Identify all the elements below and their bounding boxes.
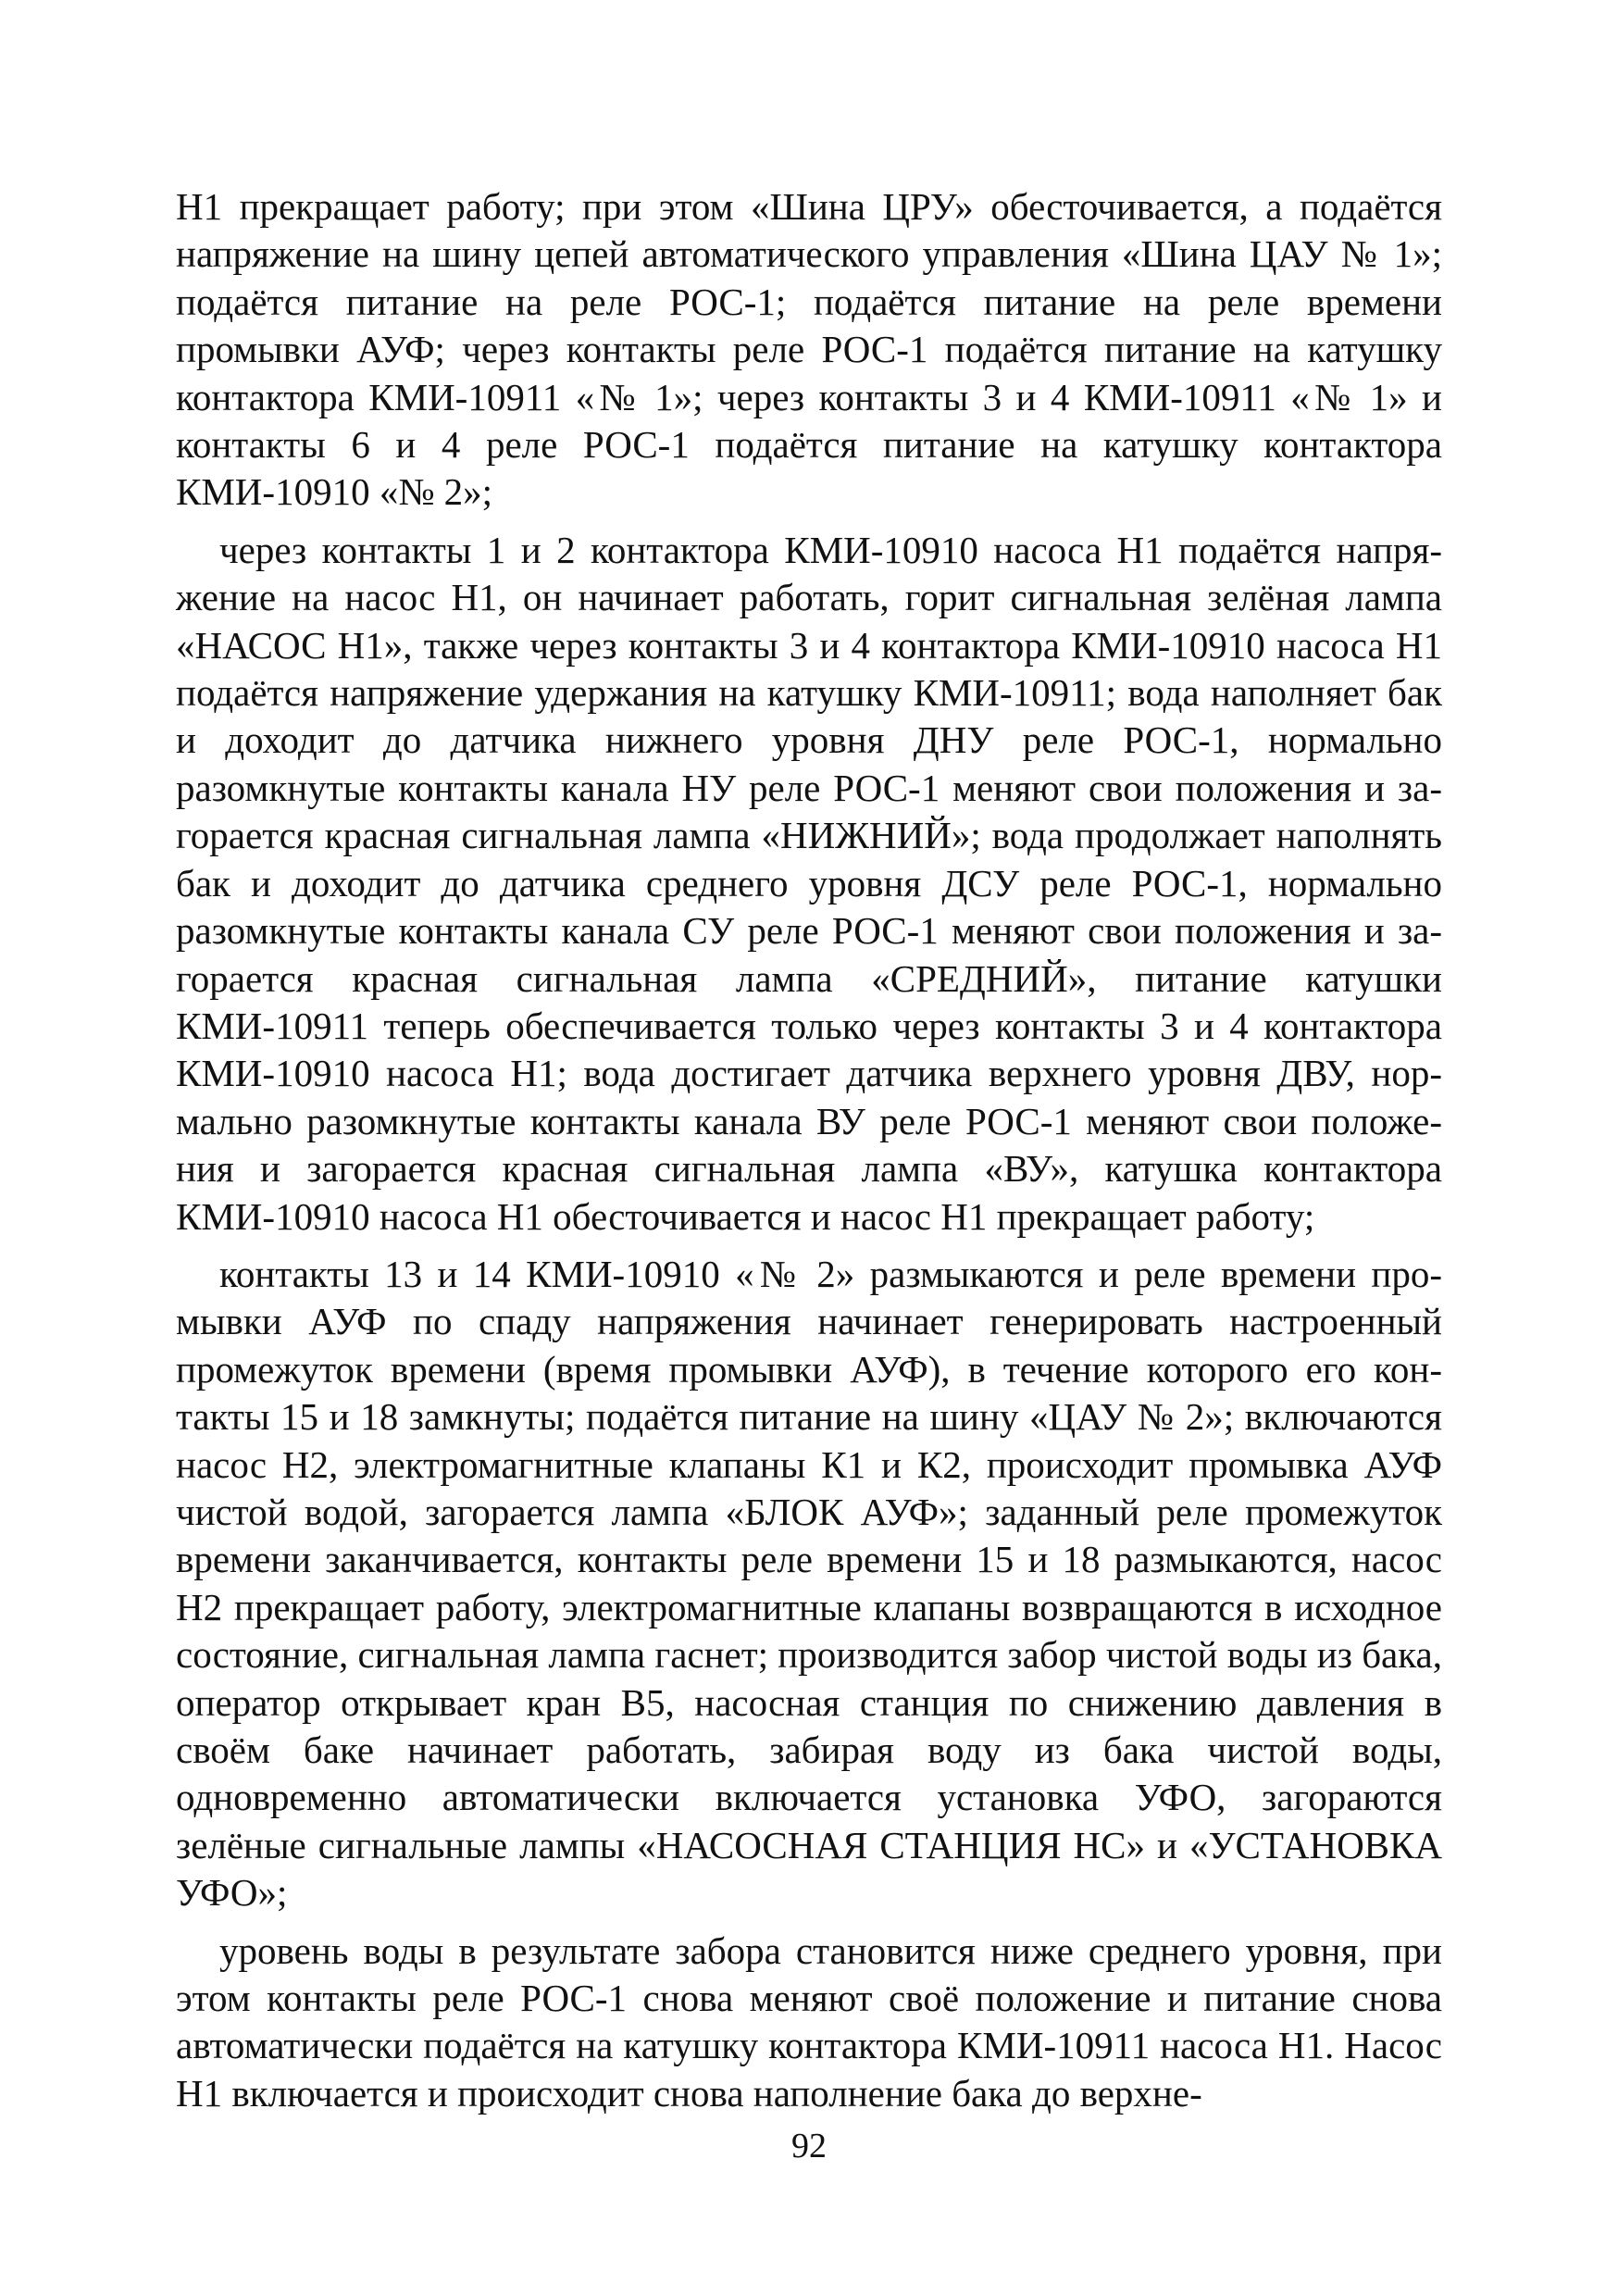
paragraph-4: уровень воды в результате забора становится ниже среднего уровня, при этом контакты реле РОС-1 снова меняют своё положение и питание снова автоматически подаётся на катушку контактора КМИ-10911 насоса Н1. Насос Н1 включается и происходит снова наполнение бака до верхне-	[176, 1928, 1442, 2115]
paragraph-3: контакты 13 и 14 КМИ-10910 «№ 2» размыкаются и реле времени промывки АУФ по спаду напряжения начинает генерировать настроенный промежуток времени (время промывки АУФ), в течение которого его контакты 15 и 18 замкнуты; подаётся питание на шину «ЦАУ № 2»; включаются насос Н2, электромагнитные клапаны К1 и К2, происходит промывка АУФ чистой водой, загорается лампа «БЛОК АУФ»; заданный реле промежуток времени заканчивается, контакты реле времени 15 и 18 размыкаются, насос Н2 прекращает работу, электромагнитные клапаны возвращаются в исходное состояние, сигнальная лампа гаснет; производится забор чистой воды из бака, оператор открывает кран В5, насосная станция по снижению давления в своём баке начинает работать, забирая воду из бака чистой воды, одновременно автоматически включается установка УФО, загораются зелёные сигнальные лампы «НАСОСНАЯ СТАНЦИЯ НС» и «УСТАНОВКА УФО»;	[176, 1252, 1442, 1915]
body-text	[176, 183, 1442, 2128]
paragraph-2: через контакты 1 и 2 контактора КМИ-10910 насоса Н1 подаётся напряжение на насос Н1, он начинает работать, горит сигнальная зелёная лампа «НАСОС Н1», также через контакты 3 и 4 контактора КМИ-10910 насоса Н1 подаётся напряжение удержания на катушку КМИ-10911; вода наполняет бак и доходит до датчика нижнего уровня ДНУ реле РОС-1, нормально разомкнутые контакты канала НУ реле РОС-1 меняют свои положения и загорается красная сигнальная лампа «НИЖНИЙ»; вода продолжает наполнять бак и доходит до датчика среднего уровня ДСУ реле РОС-1, нормально разомкнутые контакты канала СУ реле РОС-1 меняют свои положения и загорается красная сигнальная лампа «СРЕДНИЙ», питание катушки КМИ-10911 теперь обеспечивается только через контакты 3 и 4 контактора КМИ-10910 насоса Н1; вода достигает датчика верхнего уровня ДВУ, нормально разомкнутые контакты канала ВУ реле РОС-1 меняют свои положения и загорается красная сигнальная лампа «ВУ», катушка контактора КМИ-10910 насоса Н1 обесточивается и насос Н1 прекращает работу;	[176, 528, 1442, 1238]
page-number: 92	[791, 2127, 827, 2165]
paragraph-1: Н1 прекращает работу; при этом «Шина ЦРУ» обесточивается, а подаётся напряжение на шину цепей автоматического управления «Шина ЦАУ № 1»; подаётся питание на реле РОС-1; подаётся питание на реле времени промывки АУФ; через контакты реле РОС-1 подаётся питание на катушку контактора КМИ-10911 «№ 1»; через контакты 3 и 4 КМИ-10911 «№ 1» и контакты 6 и 4 реле РОС-1 подаётся питание на катушку контактора КМИ-10910 «№ 2»;	[176, 185, 1442, 514]
